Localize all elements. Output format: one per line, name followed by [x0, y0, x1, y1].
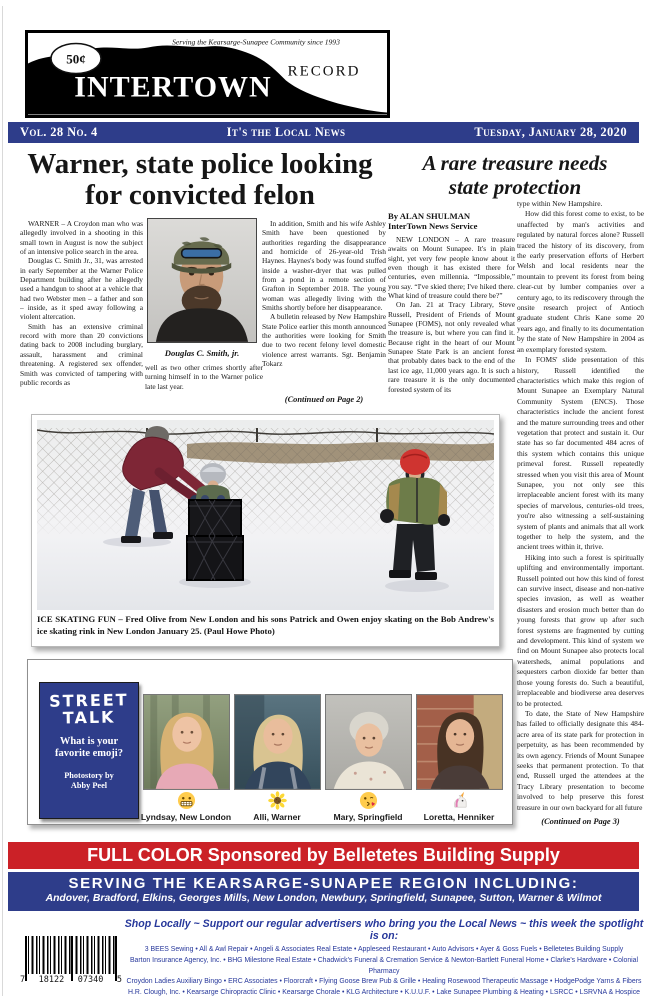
street-talk-question: What is your favorite emoji?: [55, 736, 123, 759]
paragraph: How did this forest come to exist, to be unaffected by man's activities and regulated by natural forces alone? Russell traced the history of its discovery, from the early preservation efforts of Herbert Welsh and local residents near the mountain to prevent its forest from being clear-cut by lumber companies over a century ago, to its rediscovery through the onsite research project of Antioch graduate student Chris Kane some 20 years ago, and finally to its documentation by the state of New Hampshire in 2004 as an exemplary forested system.: [517, 209, 644, 354]
portrait-photo: [326, 695, 411, 789]
face-blowing-kiss-emoji-icon: [325, 791, 412, 811]
barcode-guard-bar: [115, 936, 117, 981]
streettalk-portrait-lyndsay: [143, 694, 230, 790]
advertiser-line: H.R. Clough, Inc. • Kearsarge Chiropractic Clinic • Kearsarge Chorale • KLG Architecture • K.U.U.F. • Lake Sunapee Plumbing & Heating • LSRCC • LSRVNA & Hospice: [128, 989, 640, 997]
continued-on-page-2: (Continued on Page 2): [284, 395, 364, 404]
paragraph: Hiking into such a forest is spiritually uplifting and environmentally important. Russell pointed out how this kind of forest can survive insect, disease and non-native species invasion, as well as weather disasters and erosion much better than do young forests that grow up after such forest systems are fragmented by cutting and development. This kind of system we find on Mount Sunapee also protects local watersheds, animal populations and sequesters carbon dioxide far better than those young forests do. Such a beautiful, irreplaceable and biodiverse area deserves to be protected.: [517, 552, 644, 708]
feature-headline-line2: state protection: [448, 175, 582, 199]
street-talk-title: [40, 691, 139, 727]
feature-headline-line1: A rare treasure needs: [422, 151, 608, 175]
portrait-photo: [235, 695, 320, 789]
milk-crates: [187, 500, 243, 580]
barcode-guard-bar: [25, 936, 27, 981]
barcode-guard-bar: [71, 936, 73, 981]
volume-number: Vol. 28 No. 4: [20, 125, 98, 139]
paragraph: Douglas C. Smith Jr., 31, was arrested in early September at the Warner Police Department building after he allegedly used a handgun to shoot at a vehicle that had two Webster men – a father and son – inside, as it sped away following a violent altercation.: [20, 256, 143, 322]
streettalk-name: Mary, Springfield: [333, 812, 403, 822]
lead-headline-line1: Warner, state police looking: [27, 148, 373, 180]
masthead-slogan: Serving the Kearsarge-Sunapee Community since 1993: [172, 37, 340, 47]
full-color-sponsor-banner: FULL COLOR Sponsored by Belletetes Building Supply: [8, 842, 639, 869]
grimacing-face-emoji-icon: [143, 791, 230, 811]
feature-article-column-1: [388, 235, 515, 435]
streettalk-name: Lyndsay, New London: [140, 812, 232, 822]
paragraph: In addition, Smith and his wife Ashley Smith have been questioned by authorities regarding the disappearance and homicide of 26-year-old Trish Haynes. Haynes's body was found stuffed inside a washer-dryer that was pulled from a pond in a remote section of Grafton in September 2018. The young woman was allegedly living with the Smiths shortly before her disappearance.: [262, 219, 386, 313]
masthead: [25, 30, 390, 118]
barcode-group-1: 18122: [38, 975, 65, 985]
date-bar: [8, 122, 639, 143]
barcode-digit-right: 5: [116, 975, 122, 985]
streettalk-portrait-alli: [234, 694, 321, 790]
lead-headline-line2: for convicted felon: [85, 179, 315, 211]
portrait-photo: [417, 695, 502, 789]
streettalk-portrait-mary: [325, 694, 412, 790]
paragraph: WARNER – A Croydon man who was allegedly involved in a shooting in this small town in August is now the subject of an intensive police search in the area.: [20, 219, 143, 257]
tagline: It's the Local News: [226, 125, 346, 139]
feature-headline: [386, 151, 644, 199]
paragraph: On Jan. 21 at Tracy Library, Steve Russell, President of Friends of Mount Sunapee (FOMS), not only revealed what the treasure is, but where you can find it. Because right in the heart of our Mount Sunapee State Park is an ancient forest that probably dates back to the end of the last ice age, 11,000 years ago. It is such a rare treasure it is the only documented forested system of its: [388, 300, 515, 394]
masthead-subtitle: RECORD: [287, 63, 361, 80]
price: 50¢: [66, 51, 86, 67]
lead-article-column-2: [145, 363, 263, 415]
paragraph: type within New Hampshire.: [517, 199, 603, 208]
masthead-title: INTERTOWN: [74, 70, 272, 104]
streettalk-portrait-loretta: [416, 694, 503, 790]
portrait-photo: [144, 695, 229, 789]
paragraph: In FOMS' slide presentation of this history, Russell identified the characteristics which make this region of Mount Sunapee an Exemplary Natural Community System (ENCS). Those characteristics include the ancient forest and the mature surrounding trees and other vegetation that protect and sustain it. Our state has so far documented 484 acres of this system which contains this unique primeval forest. Russell repeatedly stressed when you visit this area of Mount Sunapee, you not only see this irreplaceable ancient forest with its many species of marvelous, centuries-old trees, you're also witnessing a self-sustaining system of plants and animals that all work together to help the system, and the ancient trees within it, thrive.: [517, 355, 644, 552]
advertiser-line: 3 BEES Sewing • All & Awl Repair • Angeli & Associates Real Estate • Appleseed Restaurant • Auto Advisors • Ayer & Goss Fuels • Belletetes Building Supply: [144, 946, 624, 953]
upc-barcode: [20, 936, 122, 985]
paragraph: well as two other crimes shortly after turning himself in to the Warner police late last year.: [145, 363, 263, 391]
advertiser-line: Barton Insurance Agency, Inc. • BHG Milestone Real Estate • Chadwick's Funeral & Cremation Service & Newton-Bartlett Funeral Home • Clarke's Hardware • Colonial Pharmacy: [129, 956, 639, 975]
serving-region-headline: SERVING THE KEARSARGE-SUNAPEE REGION INCLUDING:: [68, 875, 579, 892]
byline-service: InterTown News Service: [388, 221, 478, 231]
paragraph: Smith has an extensive criminal record with more than 20 convictions dating back to 2008 including burglary, assault, harassment and criminal threatening. A registered sex offender, Smith was convicted of tampering with public records as: [20, 321, 143, 387]
paragraph: A bulletin released by New Hampshire State Police earlier this month announced the authorities were looking for Smith due to two recent felony level domestic violence arrest warrants. Sgt. Benjamin Tokarz: [262, 312, 386, 369]
streettalk-name: Loretta, Henniker: [423, 812, 495, 822]
ice-skating-caption: ICE SKATING FUN – Fred Olive from New London and his sons Patrick and Owen enjoy skating on the Bob Andrew's ice skating rink in New London January 25. (Paul Howe Photo): [37, 614, 494, 636]
shop-locally-header: Shop Locally ~ Support our regular advertisers who bring you the Local News ~ this week the spotlight is on:: [124, 918, 644, 942]
unicorn-emoji-icon: [416, 791, 503, 811]
paragraph: To date, the State of New Hampshire has failed to officially designate this 484-acre area of its state park for protection in perpetuity, as has been recommended by its own agency. Friends of Mount Sunapee seeks that permanent protection. To that end, Russell urged the attendees at the Tracy Library presentation to become involved to help preserve this forest treasure in our own backyard for all future: [517, 708, 644, 812]
barcode-group-2: 07340: [77, 975, 104, 985]
street-talk-credit-line1: Photostory by: [64, 771, 114, 780]
streettalk-name: Alli, Warner: [253, 812, 301, 822]
street-talk-title-line1: STREET: [48, 690, 129, 711]
advertiser-list: [123, 945, 645, 999]
street-talk-credit-line2: Abby Peel: [70, 781, 108, 790]
lead-article-column-1: [20, 219, 143, 416]
ice-skating-photo: [37, 420, 494, 610]
street-talk-title-line2: TALK: [62, 707, 116, 728]
sunflower-emoji-icon: [234, 791, 321, 811]
barcode-digit-left: 7: [20, 975, 26, 985]
serving-region-banner: [8, 872, 639, 911]
shop-locally-section: [123, 918, 645, 999]
barcode-bars: [25, 936, 117, 974]
suspect-mugshot-photo: [147, 218, 257, 343]
feature-byline: [388, 211, 528, 231]
issue-date: Tuesday, January 28, 2020: [474, 125, 627, 139]
street-talk-credit: [40, 771, 138, 791]
feature-article-column-2: [517, 199, 644, 812]
continued-on-page-3: (Continued on Page 3): [541, 817, 620, 826]
mugshot-caption: Douglas C. Smith, jr.: [164, 348, 240, 358]
scan-edge-artifact: [2, 6, 3, 996]
lead-headline: [12, 149, 388, 211]
advertiser-line: Croydon Ladies Auxiliary Bingo • ERC Associates • Floorcraft • Flying Goose Brew Pub & Grille • Healing Rosewood Therapeutic Massage • HodgePodge Yarns & Fibers: [126, 978, 642, 986]
ice-skating-photo-box: [31, 414, 500, 647]
paragraph: NEW LONDON – A rare treasure awaits on Mount Sunapee. It's in plain sight, yet very few people know about it even though it has existed there for centuries, even millennia. “Impossible,” you say. “I've skied there; I've hiked there. What kind of treasure could there be?”: [388, 235, 515, 301]
street-talk-box: [39, 682, 139, 819]
mugshot-graphic: [148, 219, 256, 342]
masthead-logo: [28, 33, 387, 115]
serving-region-towns: Andover, Bradford, Elkins, Georges Mills, New London, Newbury, Springfield, Sunapee, Sutton, Warner & Wilmot: [45, 893, 602, 904]
lead-article-column-3: [262, 219, 386, 391]
byline-author: By ALAN SHULMAN: [388, 211, 471, 221]
